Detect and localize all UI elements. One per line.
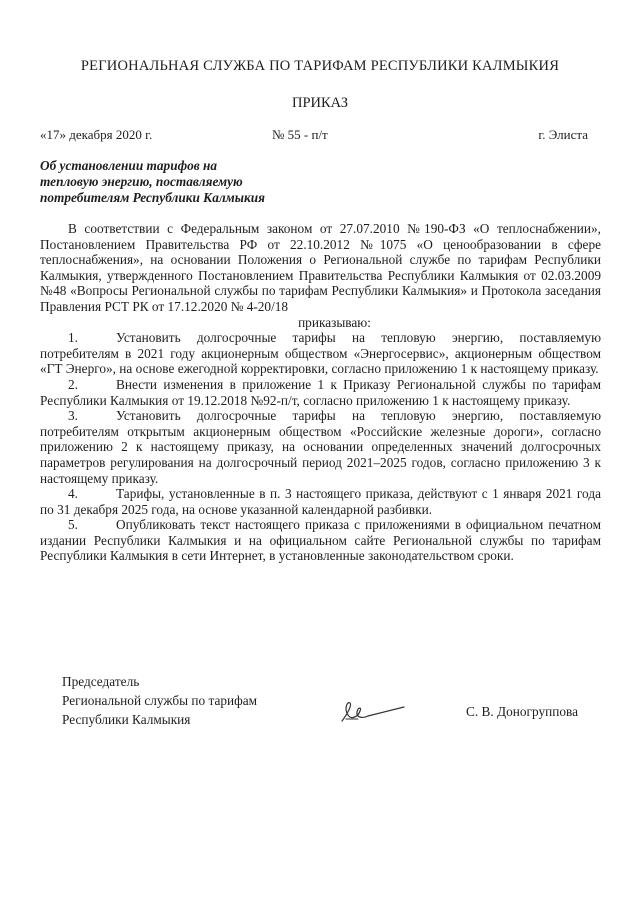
signatory-title-line: Региональной службы по тарифам [62,693,258,708]
order-number: № 55 - п/т [272,127,328,142]
item-text: Установить долгосрочные тарифы на тепловую энергию, поставляемую потребителям в 2021 году акционерным обществом «Энергосервис», акционерным обществом «ГТ Энерго», на основе ежегодной корректировки, согласно приложению 1 к настоящему приказу. [40,330,601,377]
order-item [40,517,601,564]
order-item [40,486,601,517]
order-body [40,221,601,564]
signatory-title [62,672,257,729]
decree-word: приказываю: [298,314,371,330]
organization-header: РЕГИОНАЛЬНАЯ СЛУЖБА ПО ТАРИФАМ РЕСПУБЛИКИ КАЛМЫКИЯ [80,58,560,74]
order-subject [40,158,265,206]
order-item [40,330,601,377]
subject-line: потребителям Республики Калмыкия [40,190,265,205]
signatory-title-line: Председатель [62,674,140,689]
item-text: Тарифы, установленные в п. 3 настоящего приказа, действуют с 1 января 2021 года по 31 декабря 2025 года, на основе указанной календарной разбивки. [40,486,601,517]
preamble-paragraph: В соответствии с Федеральным законом от 27.07.2010 №190-ФЗ «О теплоснабжении», Постановлением Правительства РФ от 22.10.2012 №1075 «О ценообразовании в сфере теплоснабжения», на основании Положения о Региональной службе по тарифам Республики Калмыкия, утвержденного Постановлением Правительства Республики Калмыкия от 02.03.2009 №48 «Вопросы Региональной службы по тарифам Республики Калмыкия» и Протокола заседания Правления РСТ РК от 17.12.2020 № 4-20/18 [40,221,601,314]
signer-name: С. В. Доногруппова [466,704,578,719]
order-item [40,408,601,486]
item-number: 1. [68,330,78,346]
signatory-title-line: Республики Калмыкия [62,712,191,727]
item-text: Опубликовать текст настоящего приказа с приложениями в официальном печатном издании Республики Калмыкия и на официальном сайте Региональной службы по тарифам Республики Калмыкия в сети Интернет, в установленные законодательством сроки. [40,517,601,564]
handwritten-signature [338,695,408,729]
order-item [40,377,601,408]
item-number: 2. [68,376,78,392]
item-number: 3. [68,408,78,424]
subject-line: тепловую энергию, поставляемую [40,174,243,189]
order-date: «17» декабря 2020 г. [40,127,153,142]
order-city: г. Элиста [538,127,588,142]
subject-line: Об установлении тарифов на [40,158,218,173]
item-text: Установить долгосрочные тарифы на тепловую энергию, поставляемую потребителям открытым акционерным обществом «Российские железные дороги», согласно приложению 2 к настоящему приказу, на основании определенных значений долгосрочных параметров регулирования на долгосрочный период 2021–2025 годов, согласно приложению 3 к настоящему приказу. [40,408,601,486]
item-text: Внести изменения в приложение 1 к Приказу Региональной службы по тарифам Республики Калмыкия от 19.12.2018 №92-п/т, согласно приложению 1 к настоящему приказу. [40,376,601,408]
item-number: 4. [68,486,78,502]
item-number: 5. [68,517,78,533]
document-type-title: ПРИКАЗ [291,95,349,111]
